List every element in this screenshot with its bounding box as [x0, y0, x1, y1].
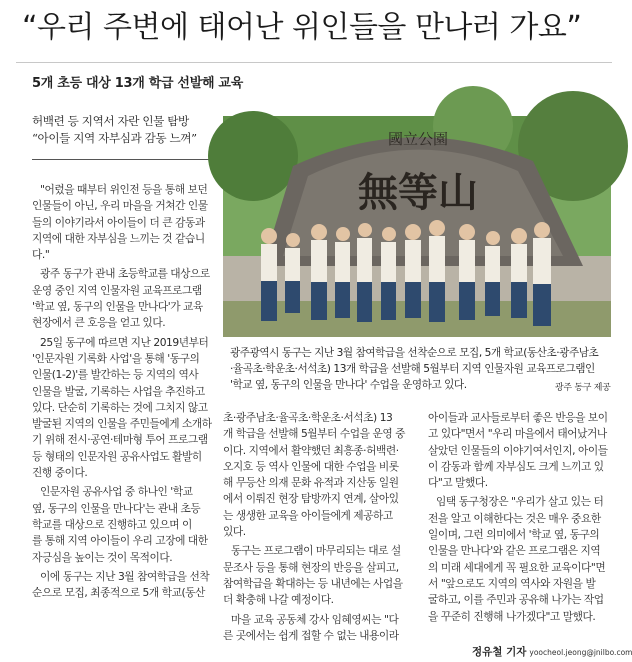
body-line: 다."	[32, 248, 50, 262]
body-line: 동구는 프로그램이 마무리되는 대로 설	[231, 544, 401, 558]
body-line: "어렸을 때부터 위인전 등을 통해 보던	[40, 183, 208, 196]
caption-line: '학교 옆, 동구의 인물을 만나다' 수업을 운영하고 있다.	[230, 379, 467, 391]
body-line: 있다. 단순히 기록하는 것에 그치지 않고	[32, 400, 208, 414]
kicker-line-2: “아이들 지역 자부심과 감동 느껴”	[32, 131, 197, 145]
photo-credit: 광주 동구 제공	[555, 383, 611, 393]
body-line: 오지호 등 역사 인물에 대한 수업을 비롯	[223, 459, 399, 473]
body-line: 이에 동구는 지난 3월 참여학급을 선착	[40, 569, 210, 583]
reporter-email: yoocheol.jeong@jnilbo.com	[529, 648, 632, 657]
body-column-2	[223, 410, 413, 644]
body-line: 인물을 만나다'와 같은 프로그램은 지역	[428, 544, 601, 558]
body-line: 현장에서 큰 호응을 얻고 있다.	[32, 316, 166, 330]
body-line: 학교를 대상으로 진행하고 있으며 이	[32, 517, 192, 531]
body-line: 문조사 등을 통해 현장의 반응을 살피고,	[223, 560, 399, 574]
caption-line: ·율곡초·학운초·서석초) 13개 학급을 선발해 5월부터 지역 인물자원 교육프로그램인	[230, 363, 595, 375]
caption-line: 광주광역시 동구는 지난 3월 참여학급을 선착순으로 모집, 5개 학교(동산초·광주남초	[230, 347, 599, 359]
sign-top-text: 國立公園	[387, 130, 449, 148]
body-line: 에서 이뤄진 현장 탐방까지 연계, 살아있	[223, 492, 399, 506]
body-line: 등 형태의 인문자원 공유사업도 활발히	[32, 449, 202, 463]
body-line: 진행 중이다.	[32, 466, 88, 480]
body-line: 기 위해 전시·공연·테마형 투어 프로그램	[32, 433, 208, 447]
kicker-rule	[32, 159, 218, 160]
body-line: 25일 동구에 따르면 지난 2019년부터	[40, 335, 209, 349]
sign-main-text: 無等山	[358, 169, 478, 216]
body-line: 아이들과 교사들로부터 좋은 반응을 보이	[428, 411, 608, 424]
kicker	[32, 113, 224, 147]
subheadline: 5개 초등 대상 13개 학급 선발해 교육	[32, 76, 243, 91]
body-line: 이다. 지역에서 활약했던 최흥종·허백련·	[223, 443, 399, 457]
body-line: 을 꾸준히 진행해 나가겠다"고 말했다.	[428, 609, 596, 623]
body-line: 더 확충해 나갈 예정이다.	[223, 593, 334, 607]
body-column-3	[428, 410, 614, 625]
body-line: 고 있다"면서 "우리 마을에서 태어났거나	[428, 427, 607, 441]
body-line: 광주 동구가 관내 초등학교를 대상으로	[40, 267, 210, 281]
body-line: '인문자원 기록화 사업'을 통해 '동구의	[32, 351, 200, 365]
body-line: 굴하고, 이를 주민과 공유해 나가는 작업	[428, 593, 604, 607]
body-line: 인문자원 공유사업 중 하나인 '학교	[40, 485, 193, 499]
body-line: 마을 교육 공동체 강사 임혜영씨는 "다	[231, 612, 399, 626]
body-line: 다"고 말했다.	[428, 476, 488, 490]
body-line: 지역에 대한 자부심을 느끼는 것 같습니	[32, 231, 205, 245]
body-line: 임택 동구청장은 "우리가 살고 있는 터	[436, 495, 604, 509]
body-line: 있다.	[223, 525, 246, 539]
reporter-name: 정유철 기자	[472, 646, 527, 658]
photo-caption	[230, 345, 610, 393]
kicker-line-1: 허백련 등 지역서 자란 인물 탐방	[32, 114, 189, 128]
body-line: 인물들이 아닌, 우리 마을을 거쳐간 인물	[32, 199, 208, 213]
body-line: 전을 알고 이해한다는 것은 매우 중요한	[428, 511, 601, 525]
body-line: 른 곳에서는 쉽게 접할 수 없는 내용이라	[223, 628, 399, 642]
body-line: 들의 이야기라서 아이들이 더 큰 감동과	[32, 215, 205, 229]
body-line: 를 통해 지역 아이들이 우리 고장에 대한	[32, 534, 208, 548]
body-line: 옆, 동구의 인물을 만나다'는 관내 초등	[32, 501, 201, 515]
body-line: 서 "앞으로도 지역의 역사와 자원을 발	[428, 576, 596, 590]
news-photo	[223, 116, 611, 337]
body-line: 인물(1-2)'를 발간하는 등 지역의 역사	[32, 368, 199, 382]
body-line: 는 생생한 교육을 아이들에게 제공하고	[223, 508, 393, 522]
body-line: 일이며, 그런 의미에서 '학교 옆, 동구의	[428, 528, 600, 542]
body-line: 참여학급을 확대하는 등 내년에는 사업을	[223, 576, 403, 590]
body-line: 의 미래 세대에게 꼭 필요한 교육이다"면	[428, 560, 606, 574]
body-line: 초·광주남초·율곡초·학운초·서석초) 13	[223, 411, 393, 424]
body-line: 운영 중인 지역 인물자원 교육프로그램	[32, 283, 202, 297]
body-line: 인물을 발굴, 기록하는 사업을 추진하고	[32, 384, 205, 398]
body-column-1	[32, 182, 220, 601]
body-line: 순으로 모집, 최종적으로 5개 학교(동산	[32, 586, 205, 600]
body-line: 해 무등산 의재 문화 유적과 지산동 일원	[223, 476, 399, 490]
body-line: 개 학급을 선발해 5월부터 수업을 운영 중	[223, 427, 406, 441]
body-line: 살았던 인물들의 이야기여서인지, 아이들	[428, 443, 608, 457]
top-rule	[16, 62, 612, 63]
byline	[472, 640, 632, 659]
photo-illustration	[223, 116, 611, 337]
body-line: 발굴된 지역의 인물을 주민들에게 소개하	[32, 417, 212, 431]
headline: “우리 주변에 태어난 위인들을 만나러 가요”	[22, 10, 582, 45]
body-line: 이 감동과 함께 자부심도 크게 느끼고 있	[428, 459, 604, 473]
body-line: 자긍심을 높이는 것이 목적이다.	[32, 550, 173, 564]
body-line: '학교 옆, 동구의 인물을 만나다'가 교육	[32, 300, 203, 314]
